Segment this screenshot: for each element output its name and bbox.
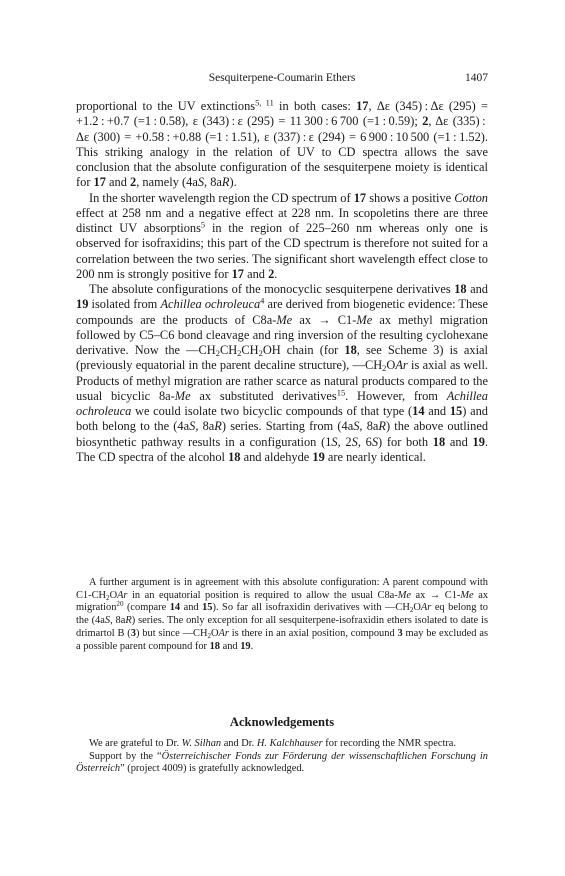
acknowledgement-paragraph: Support by the “Österreichischer Fonds zur Förderung der wissenschaftlichen Forschung in Österreich” (project 4009) is gratefully acknowledged. bbox=[76, 750, 488, 775]
acknowledgements-heading: Acknowledgements bbox=[229, 715, 335, 729]
acknowledgement-paragraph: We are grateful to Dr. W. Silhan and Dr. H. Kalchhauser for recording the NMR spectra. bbox=[89, 738, 457, 749]
paragraph: proportional to the UV extinctions$^{5, 11}$ in both cases: 17, Δε (345) : Δε (295) = +1.2 : +0.7 (=1 : 0.58), ε (343) : ε (295) = 11 300 : 6 700 (=1 : 0.59); 2, Δε (335) : Δε (300) = +0.58 : +0.88 (=1 : 1.51), ε (337) : ε (294) = 6 900 : 10 500 (=1 : 1.52). This striking analogy in the relation of UV to CD spectra allows the save conclusion that the absolute configuration of the sesquiterpene moiety is identical for 17 and 2, namely (4aS, 8aR). bbox=[76, 97, 488, 190]
page-number: 1407 bbox=[465, 72, 488, 84]
small-print-note bbox=[76, 577, 488, 653]
paragraph: The absolute configurations of the monocyclic sesquiterpene derivatives 18 and 19 isolated from Achillea ochroleuca$^4$ are derived from biogenetic evidence: These compounds are the products of C8a-Me ax → C1-Me ax methyl migration followed by C5–C6 bond cleavage and ring inversion of the resulting cyclohexane derivative. Now the $—CH_2CH_2CH_2OH$ chain (for 18, see Scheme 3) is axial (previously equatorial in the parent decaline structure), $—CH_2OAr$ is axial as well. Products of methyl migration are rather scarce as natural products compared to the usual bicyclic 8a-Me ax substituted derivatives$^{15}$. However, from Achillea ochroleuca we could isolate two bicyclic compounds of that type (14 and 15) and both belong to the (4aS, 8aR) series. Starting from (4aS, 8aR) the above outlined biosynthetic pathway results in a configuration (1S, 2S, 6S) for both 18 and 19. The CD spectra of the alcohol 18 and aldehyde 19 are nearly identical. bbox=[76, 282, 489, 464]
acknowledgements-section bbox=[76, 738, 488, 776]
note-paragraph: A further argument is in agreement with this absolute configuration: A parent compound with $C1-CH_2OAr$ in an equatorial position is required to allow the usual C8a-Me ax → C1-Me ax migration$^{20}$ (compare 14 and 15). So far all isofraxidin derivatives with $—CH_2OAr$ eq belong to the (4aS, 8aR) series. The only exception for all sesquiterpene-isofraxidin ethers isolated to date is drimartol B (3) but since $—CH_2OAr$ is there in an axial position, compound 3 may be excluded as a possible parent compound for 18 and 19. bbox=[76, 577, 489, 652]
main-text-block bbox=[76, 99, 488, 465]
running-title: Sesquiterpene-Coumarin Ethers bbox=[208, 72, 356, 84]
paragraph: In the shorter wavelength region the CD spectrum of 17 shows a positive Cotton effect at 258 nm and a negative effect at 228 nm. In scopoletins there are three distinct UV absorptions$^5$ in the region of 225–260 nm whereas only one is observed for isofraxidins; this part of the CD spectrum is therefore not suited for a correlation between the two series. The significant short wavelength effect close to 200 nm is strongly positive for 17 and 2. bbox=[76, 190, 489, 281]
running-header bbox=[76, 72, 488, 88]
